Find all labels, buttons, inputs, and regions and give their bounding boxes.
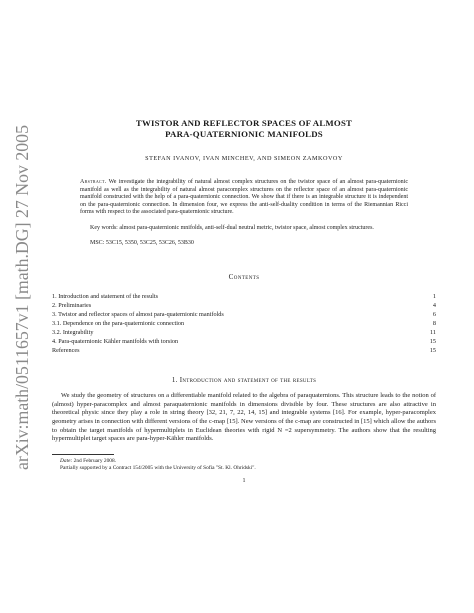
toc-entry-label: 3.2. Integrability bbox=[52, 329, 94, 337]
toc-entry[interactable] bbox=[52, 292, 436, 301]
abstract-label: Abstract. bbox=[80, 179, 107, 185]
footnote-divider bbox=[52, 454, 114, 455]
author-list: STEFAN IVANOV, IVAN MINCHEV, AND SIMEON ZAMKOVOY bbox=[145, 155, 343, 162]
toc-entry-label: 1. Introduction and statement of the results bbox=[52, 293, 159, 301]
paper-title bbox=[52, 118, 436, 140]
toc-entry-page: 1 bbox=[432, 293, 436, 301]
toc-entry-label: References bbox=[52, 347, 80, 355]
abstract-text: We investigate the integrability of natural almost complex structures on the twistor space of an almost para-quaternionic manifold as well as the integrability of natural almost paracomplex structures on the reflector space of an almost para-quaternionic manifold constructed with the help of a para-quaternionic connection. We show that if there is an integrable structure it is independent on the para-quaternionic connection. In dimension four, we express the anti-self-duality condition in terms of the Riemannian Ricci forms with respect to the associated para-quaternionic structure. bbox=[80, 179, 408, 216]
arxiv-identifier-text: arXiv:math/0511657v1 [math.DG] 27 Nov 2005 bbox=[12, 130, 32, 470]
arxiv-stamp-svg bbox=[6, 125, 38, 470]
toc-entry-page: 4 bbox=[432, 302, 436, 310]
footnote-date-label: Date: bbox=[60, 457, 73, 464]
toc-entry-label: 4. Para-quaternionic Kähler manifolds with torsion bbox=[52, 338, 179, 346]
toc-entry[interactable] bbox=[52, 346, 436, 355]
toc-entry-label: 3. Twistor and reflector spaces of almost para-quaternionic manifolds bbox=[52, 311, 224, 319]
paper-page bbox=[52, 0, 436, 484]
table-of-contents bbox=[52, 292, 436, 355]
toc-entry[interactable] bbox=[52, 310, 436, 319]
toc-entry-label: 3.1. Dependence on the para-quaternionic connection bbox=[52, 320, 185, 328]
toc-entry[interactable] bbox=[52, 337, 436, 346]
section-heading: 1. Introduction and statement of the results bbox=[171, 376, 317, 385]
toc-entry[interactable] bbox=[52, 328, 436, 337]
toc-entry[interactable] bbox=[52, 319, 436, 328]
footnote-date-value: 2nd February 2008. bbox=[73, 457, 117, 464]
title-line-1: TWISTOR AND REFLECTOR SPACES OF ALMOST bbox=[135, 118, 353, 128]
toc-entry-label: 2. Preliminaries bbox=[52, 302, 92, 310]
page-number: 1 bbox=[242, 477, 246, 484]
title-line-2: PARA-QUATERNIONIC MANIFOLDS bbox=[165, 129, 323, 139]
toc-entry-page: 11 bbox=[430, 329, 436, 337]
toc-entry[interactable] bbox=[52, 301, 436, 310]
msc-classification: MSC: 53C15, 5350, 53C25, 53C26, 53B30 bbox=[90, 239, 194, 246]
section-body-paragraph: We study the geometry of structures on a differentiable manifold related to the algebra of paraquaternions. This structure leads to the notion of (almost) hyper-paracomplex and almost paraquaternionic manifolds in dimensions divisible by four. These structures are also attractive in theoretical physic since they play a role in string theory [32, 21, 7, 22, 14, 15] and integrable systems [16]. For example, hyper-paracomplex geometry arises in connection with different versions of the c-map [15]. New versions of the c-map are constructed in [15] which allow the authors to obtain the target manifolds of hypermultiplets in Euclidean theories with rigid N =2 supersymmetry. The authors show that the resulting hypermultiplet target spaces are para-hyper-Kähler manifolds. bbox=[52, 392, 436, 443]
footnote-date bbox=[52, 458, 436, 465]
arxiv-identifier-stamp bbox=[6, 125, 38, 470]
toc-entry-page: 8 bbox=[432, 320, 436, 328]
footnotes bbox=[52, 458, 436, 472]
contents-heading: Contents bbox=[228, 273, 260, 282]
abstract bbox=[80, 179, 408, 217]
footnote-support: Partially supported by a Contract 154/2005 with the University of Sofia "St. Kl. Ohridski". bbox=[60, 464, 256, 471]
toc-entry-page: 15 bbox=[429, 347, 436, 355]
toc-entry-page: 6 bbox=[432, 311, 436, 319]
keywords: Key words: almost para-quaternionic mnifolds, anti-self-dual neutral metric, twistor space, almost complex structures. bbox=[90, 224, 374, 231]
toc-entry-page: 15 bbox=[429, 338, 436, 346]
